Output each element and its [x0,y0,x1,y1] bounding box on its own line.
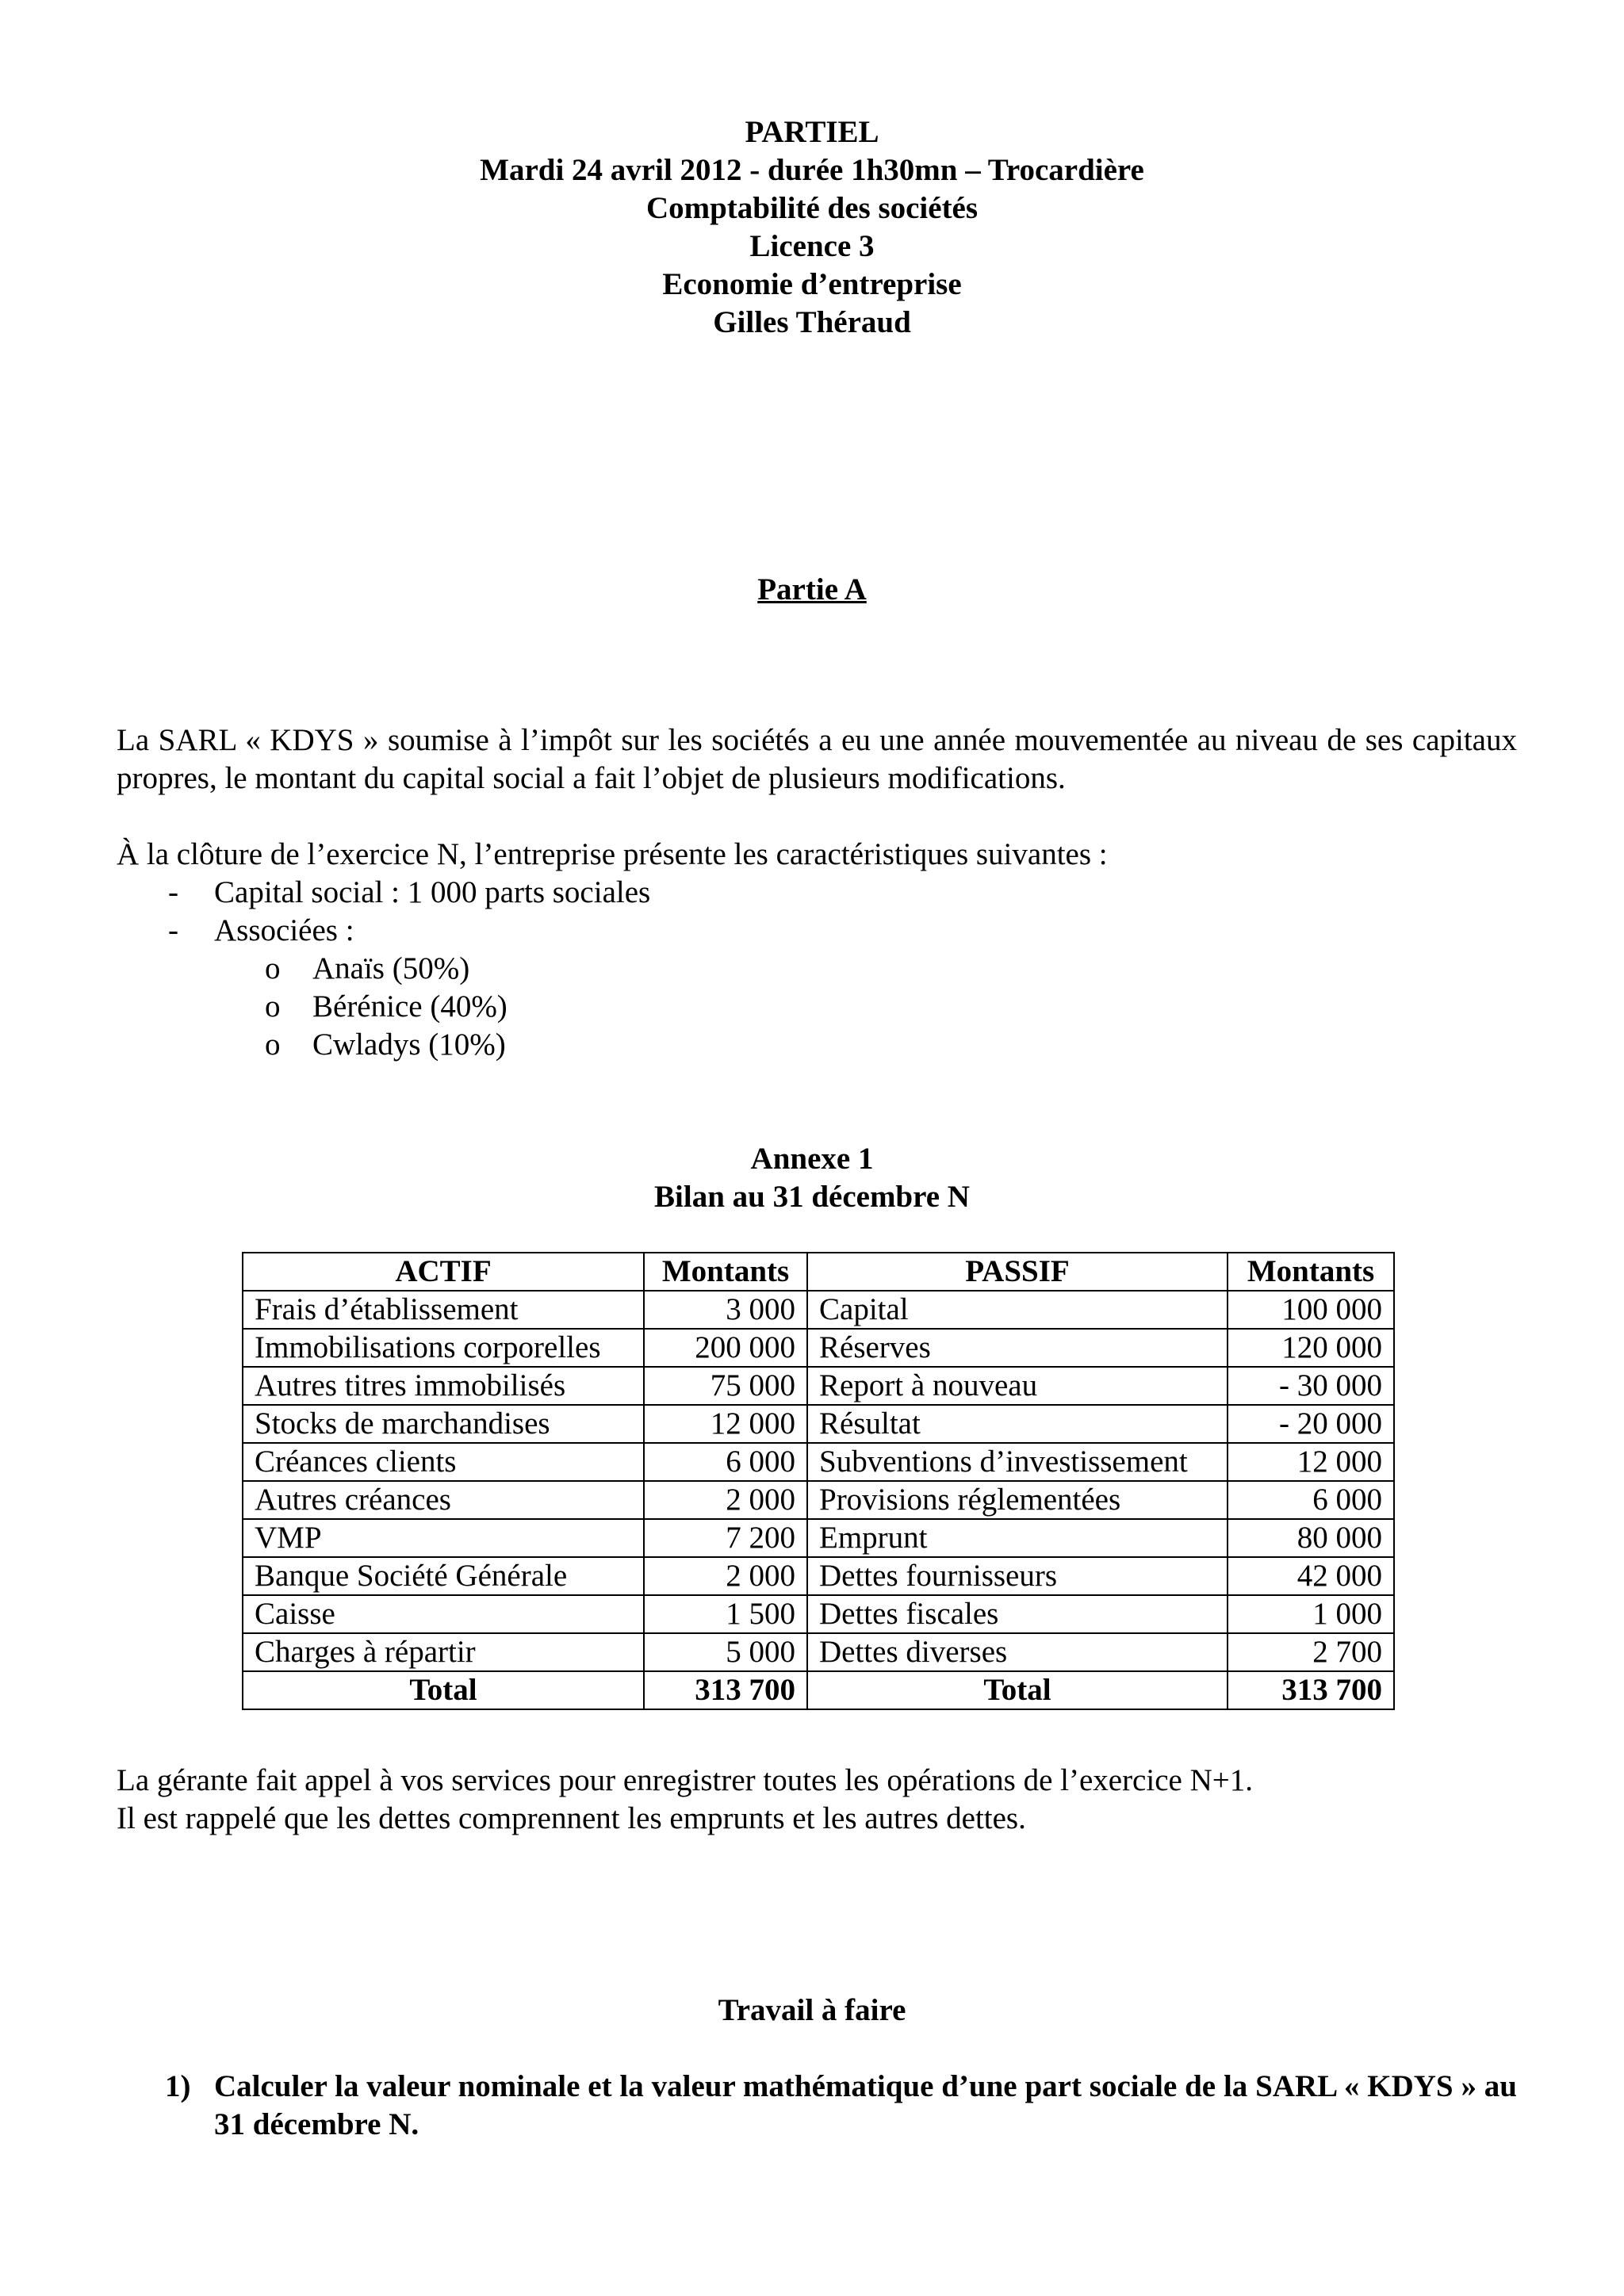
table-row [243,1443,1394,1481]
passif-label: Résultat [807,1405,1228,1443]
actif-amount: 3 000 [644,1291,807,1329]
passif-label: Capital [807,1291,1228,1329]
table-row [243,1557,1394,1595]
table-row [243,1367,1394,1405]
list-item-text: Associées : [214,913,354,947]
header-course: Comptabilité des sociétés [645,191,979,225]
passif-amount: 42 000 [1228,1557,1394,1595]
question-number: 1) [165,2069,191,2103]
header-program: Economie d’entreprise [662,267,962,301]
passif-label: Subventions d’investissement [807,1443,1228,1481]
circle-bullet: o [265,989,281,1024]
passif-label: Provisions réglementées [807,1481,1228,1519]
passif-amount: 1 000 [1228,1595,1394,1633]
passif-amount: 80 000 [1228,1519,1394,1557]
actif-label: Banque Société Générale [243,1557,644,1595]
passif-amount: 6 000 [1228,1481,1394,1519]
closing-paragraph [117,1762,1517,1838]
actif-total-amount: 313 700 [644,1671,807,1709]
column-header-montants-passif: Montants [1228,1253,1394,1291]
actif-amount: 12 000 [644,1405,807,1443]
actif-label: Immobilisations corporelles [243,1329,644,1367]
actif-label: VMP [243,1519,644,1557]
column-header-actif: ACTIF [243,1253,644,1291]
passif-amount: - 30 000 [1228,1367,1394,1405]
actif-amount: 75 000 [644,1367,807,1405]
actif-amount: 2 000 [644,1557,807,1595]
table-row [243,1595,1394,1633]
actif-amount: 200 000 [644,1329,807,1367]
closing-line: La gérante fait appel à vos services pour enregistrer toutes les opérations de l’exercice N+1. [117,1763,1253,1797]
partner-name: Cwladys (10%) [312,1027,506,1062]
circle-bullet: o [265,951,281,985]
table-row [243,1405,1394,1443]
section-title-partie-a: Partie A [757,572,867,607]
closing-line: Il est rappelé que les dettes comprennent les emprunts et les autres dettes. [117,1801,1026,1835]
header-date: Mardi 24 avril 2012 - durée 1h30mn – Trocardière [480,153,1144,187]
balance-sheet-table [242,1252,1395,1710]
table-header-row [243,1253,1394,1291]
annex-title: Annexe 1 [750,1142,874,1176]
table-row [243,1329,1394,1367]
passif-total-amount: 313 700 [1228,1671,1394,1709]
passif-label: Dettes fiscales [807,1595,1228,1633]
passif-amount: 120 000 [1228,1329,1394,1367]
table-row [243,1519,1394,1557]
table-row [243,1291,1394,1329]
partner-name: Bérénice (40%) [312,989,508,1024]
header-title: PARTIEL [745,115,879,149]
actif-label: Charges à répartir [243,1633,644,1671]
actif-label: Caisse [243,1595,644,1633]
dash-bullet: - [168,913,178,947]
actif-label: Stocks de marchandises [243,1405,644,1443]
column-header-passif: PASSIF [807,1253,1228,1291]
actif-amount: 5 000 [644,1633,807,1671]
passif-amount: 2 700 [1228,1633,1394,1671]
actif-amount: 7 200 [644,1519,807,1557]
passif-amount: 12 000 [1228,1443,1394,1481]
passif-label: Report à nouveau [807,1367,1228,1405]
passif-label: Dettes fournisseurs [807,1557,1228,1595]
table-row [243,1481,1394,1519]
actif-amount: 1 500 [644,1595,807,1633]
passif-label: Emprunt [807,1519,1228,1557]
passif-amount: - 20 000 [1228,1405,1394,1443]
cloture-sentence: À la clôture de l’exercice N, l’entreprise présente les caractéristiques suivantes : [117,837,1108,871]
header-author: Gilles Théraud [713,305,911,339]
table-row [243,1633,1394,1671]
intro-paragraph: La SARL « KDYS » soumise à l’impôt sur les sociétés a eu une année mouvementée au niveau de ses capitaux propres, le montant du capital social a fait l’objet de plusieurs modifications. [117,723,1517,795]
list-item-text: Capital social : 1 000 parts sociales [214,875,651,909]
passif-label: Dettes diverses [807,1633,1228,1671]
actif-label: Autres créances [243,1481,644,1519]
annex-heading [0,1140,1624,1216]
actif-label: Créances clients [243,1443,644,1481]
passif-label: Réserves [807,1329,1228,1367]
actif-amount: 2 000 [644,1481,807,1519]
header-level: Licence 3 [749,229,875,263]
actif-label: Autres titres immobilisés [243,1367,644,1405]
actif-label: Frais d’établissement [243,1291,644,1329]
actif-total-label: Total [243,1671,644,1709]
column-header-montants-actif: Montants [644,1253,807,1291]
question-text: Calculer la valeur nominale et la valeur mathématique d’une part sociale de la SARL « KDYS » au 31 décembre N. [214,2069,1517,2141]
passif-amount: 100 000 [1228,1291,1394,1329]
actif-amount: 6 000 [644,1443,807,1481]
table-total-row [243,1671,1394,1709]
exam-header [0,113,1624,342]
dash-bullet: - [168,875,178,909]
circle-bullet: o [265,1027,281,1062]
partner-name: Anaïs (50%) [312,951,470,985]
passif-total-label: Total [807,1671,1228,1709]
section-title-travail: Travail à faire [718,1993,906,2027]
annex-subtitle: Bilan au 31 décembre N [654,1180,970,1214]
